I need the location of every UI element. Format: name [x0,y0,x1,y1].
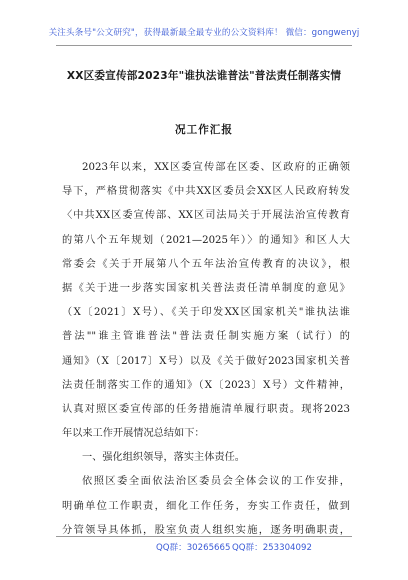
footer-qq-group-left: QQ群：30265665 [156,543,231,553]
body-line: 导下，严格贯彻落实《中共XX区委员会XX区人民政府转发 [62,186,350,198]
body-line: 年以来工作开展情况总结如下： [62,428,205,440]
header-divider [56,45,352,46]
body-line: （X〔2021〕X号）、《关于印发XX区国家机关"谁执法谁 [62,307,350,319]
body-line: 依照区委全面依法治区委员会全体会议的工作安排， [82,476,350,488]
body-line: 认真对照区委宣传部的任务措施清单履行职责。现将2023 [62,403,350,415]
body-line: 法责任制落实工作的通知》（X〔2023〕X号）文件精神， [62,379,350,391]
body-line: 常委会《关于开展第八个五年法治宣传教育的决议》，根 [62,258,350,270]
document-body [62,156,350,543]
document-title-line-2: 况工作汇报 [175,124,233,136]
document-title-line-1: XX区委宣传部2023年"谁执法谁普法"普法责任制落实情 [66,70,342,82]
footer-qq-group-right: QQ群：253304092 [232,543,312,553]
section-heading: 一、强化组织领导，落实主体责任。 [82,452,245,464]
body-line: 的第八个五年规划（2021—2025年）〉的通知》和区人大 [62,234,350,246]
body-line: 据《关于进一步落实国家机关普法责任清单制度的意见》 [62,282,350,294]
body-line: 通知》（X〔2017〕X号）以及《关于做好2023国家机关普 [62,355,350,367]
body-line: 2023年以来，XX区委宣传部在区委、区政府的正确领 [82,162,350,173]
body-line: 分管领导具体抓，股室负责人组织实施，逐务明确职责， [62,524,350,536]
body-line: 〈中共XX区委宣传部、XX区司法局关于开展法治宣传教育 [62,210,350,222]
footer-divider [56,536,352,537]
header-banner [0,0,408,58]
header-promo-note: 关注头条号"公文研究"，获得最新最全最专业的公文资料库！ 微信：gongwenyj [48,28,360,38]
body-line: 普法""谁主管谁普法"普法责任制实施方案（试行）的 [62,331,350,343]
body-line: 明确单位工作职责，细化工作任务，夯实工作责任，做到 [62,500,350,512]
